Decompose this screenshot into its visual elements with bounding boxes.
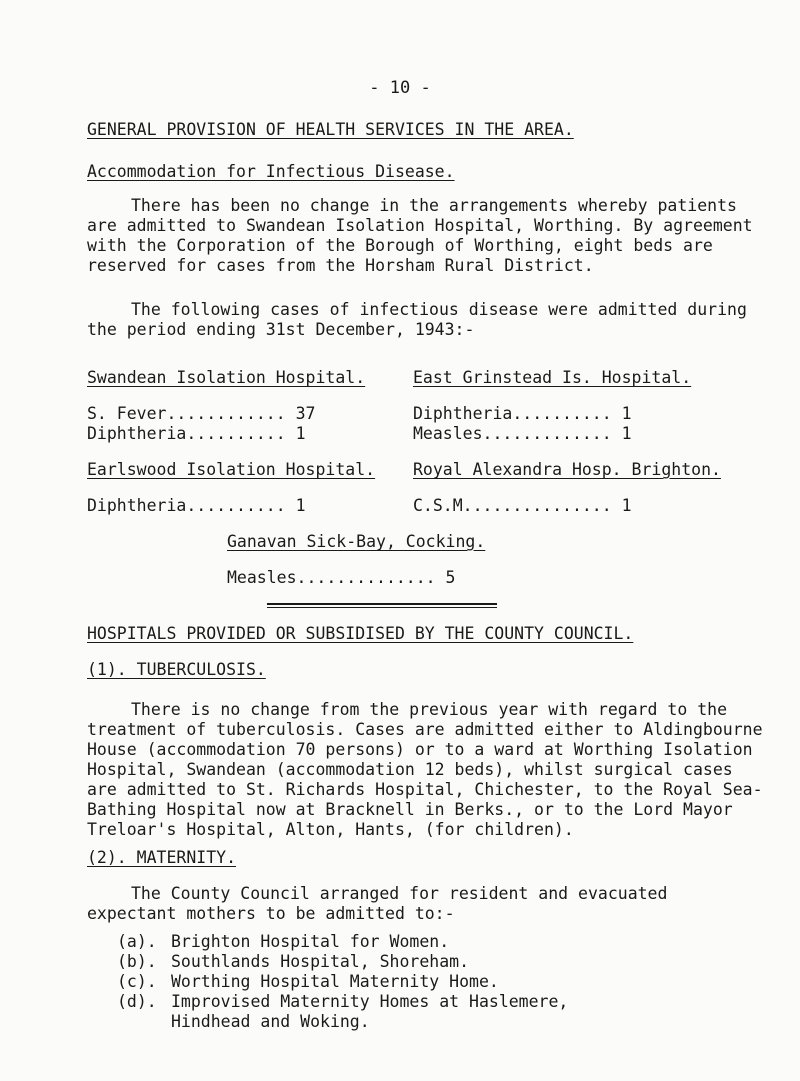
subheading-maternity: (2). MATERNITY. [87,848,237,867]
divider [267,607,497,608]
list-label: (a). [117,932,157,951]
paragraph-tuberculosis: There is no change from the previous year with regard to the treatment of tuberculosis. Cases are admitted either to Aldingbourne House (accommodation 70 persons) or to a ward at Worthing Isolation Hospital, Swandean (accommodation 12 beds), whilst surgical cases are admitted to St. Richards Hospital, Chichester, to the Royal Sea-Bathing Hospital now at Bracknell in Berks., or to the Lord Mayor Treloar's Hospital, Alton, Hants, (for children). [87,700,763,839]
list-text-continued: Hindhead and Woking. [171,1012,370,1031]
main-heading: GENERAL PROVISION OF HEALTH SERVICES IN THE AREA. [87,120,574,139]
list-text: Brighton Hospital for Women. [171,932,450,951]
list-text: Southlands Hospital, Shoreham. [171,952,470,971]
hospital-name-swandean: Swandean Isolation Hospital. [87,368,366,387]
list-label: (b). [117,952,157,971]
list-item [117,992,757,1032]
case-row: Diphtheria.......... 1 [87,496,306,515]
case-row: Measles.............. 5 [227,568,456,587]
case-row: Diphtheria.......... 1 [413,404,632,423]
case-row: Measles............. 1 [413,424,632,443]
divider [267,603,497,605]
list-item [117,932,757,952]
list-label: (d). [117,992,157,1011]
page-number: - 10 - [369,78,431,98]
hospital-name-royal-alexandra: Royal Alexandra Hosp. Brighton. [413,460,721,479]
case-row: C.S.M............... 1 [413,496,632,515]
paragraph-cases-admitted: The following cases of infectious disease were admitted during the period ending 31st December, 1943:- [87,300,747,339]
subheading-tuberculosis: (1). TUBERCULOSIS. [87,660,266,679]
hospital-name-earlswood: Earlswood Isolation Hospital. [87,460,376,479]
paragraph-arrangements: There has been no change in the arrangements whereby patients are admitted to Swandean Isolation Hospital, Worthing. By agreement with the Corporation of the Borough of Worthing, eight beds are reserved for cases from the Horsham Rural District. [87,196,753,275]
hospital-name-ganavan: Ganavan Sick-Bay, Cocking. [227,532,486,551]
hospital-name-east-grinstead: East Grinstead Is. Hospital. [413,368,692,387]
list-text: Worthing Hospital Maternity Home. [171,972,499,991]
section-heading-accommodation: Accommodation for Infectious Disease. [87,162,455,181]
list-item [117,952,757,972]
case-row: S. Fever............ 37 [87,404,316,423]
section-heading-hospitals: HOSPITALS PROVIDED OR SUBSIDISED BY THE COUNTY COUNCIL. [87,624,634,643]
paragraph-maternity: The County Council arranged for resident and evacuated expectant mothers to be admitted to:- [87,884,668,923]
list-item [117,972,757,992]
list-text: Improvised Maternity Homes at Haslemere, [171,992,569,1011]
list-label: (c). [117,972,157,991]
case-row: Diphtheria.......... 1 [87,424,306,443]
